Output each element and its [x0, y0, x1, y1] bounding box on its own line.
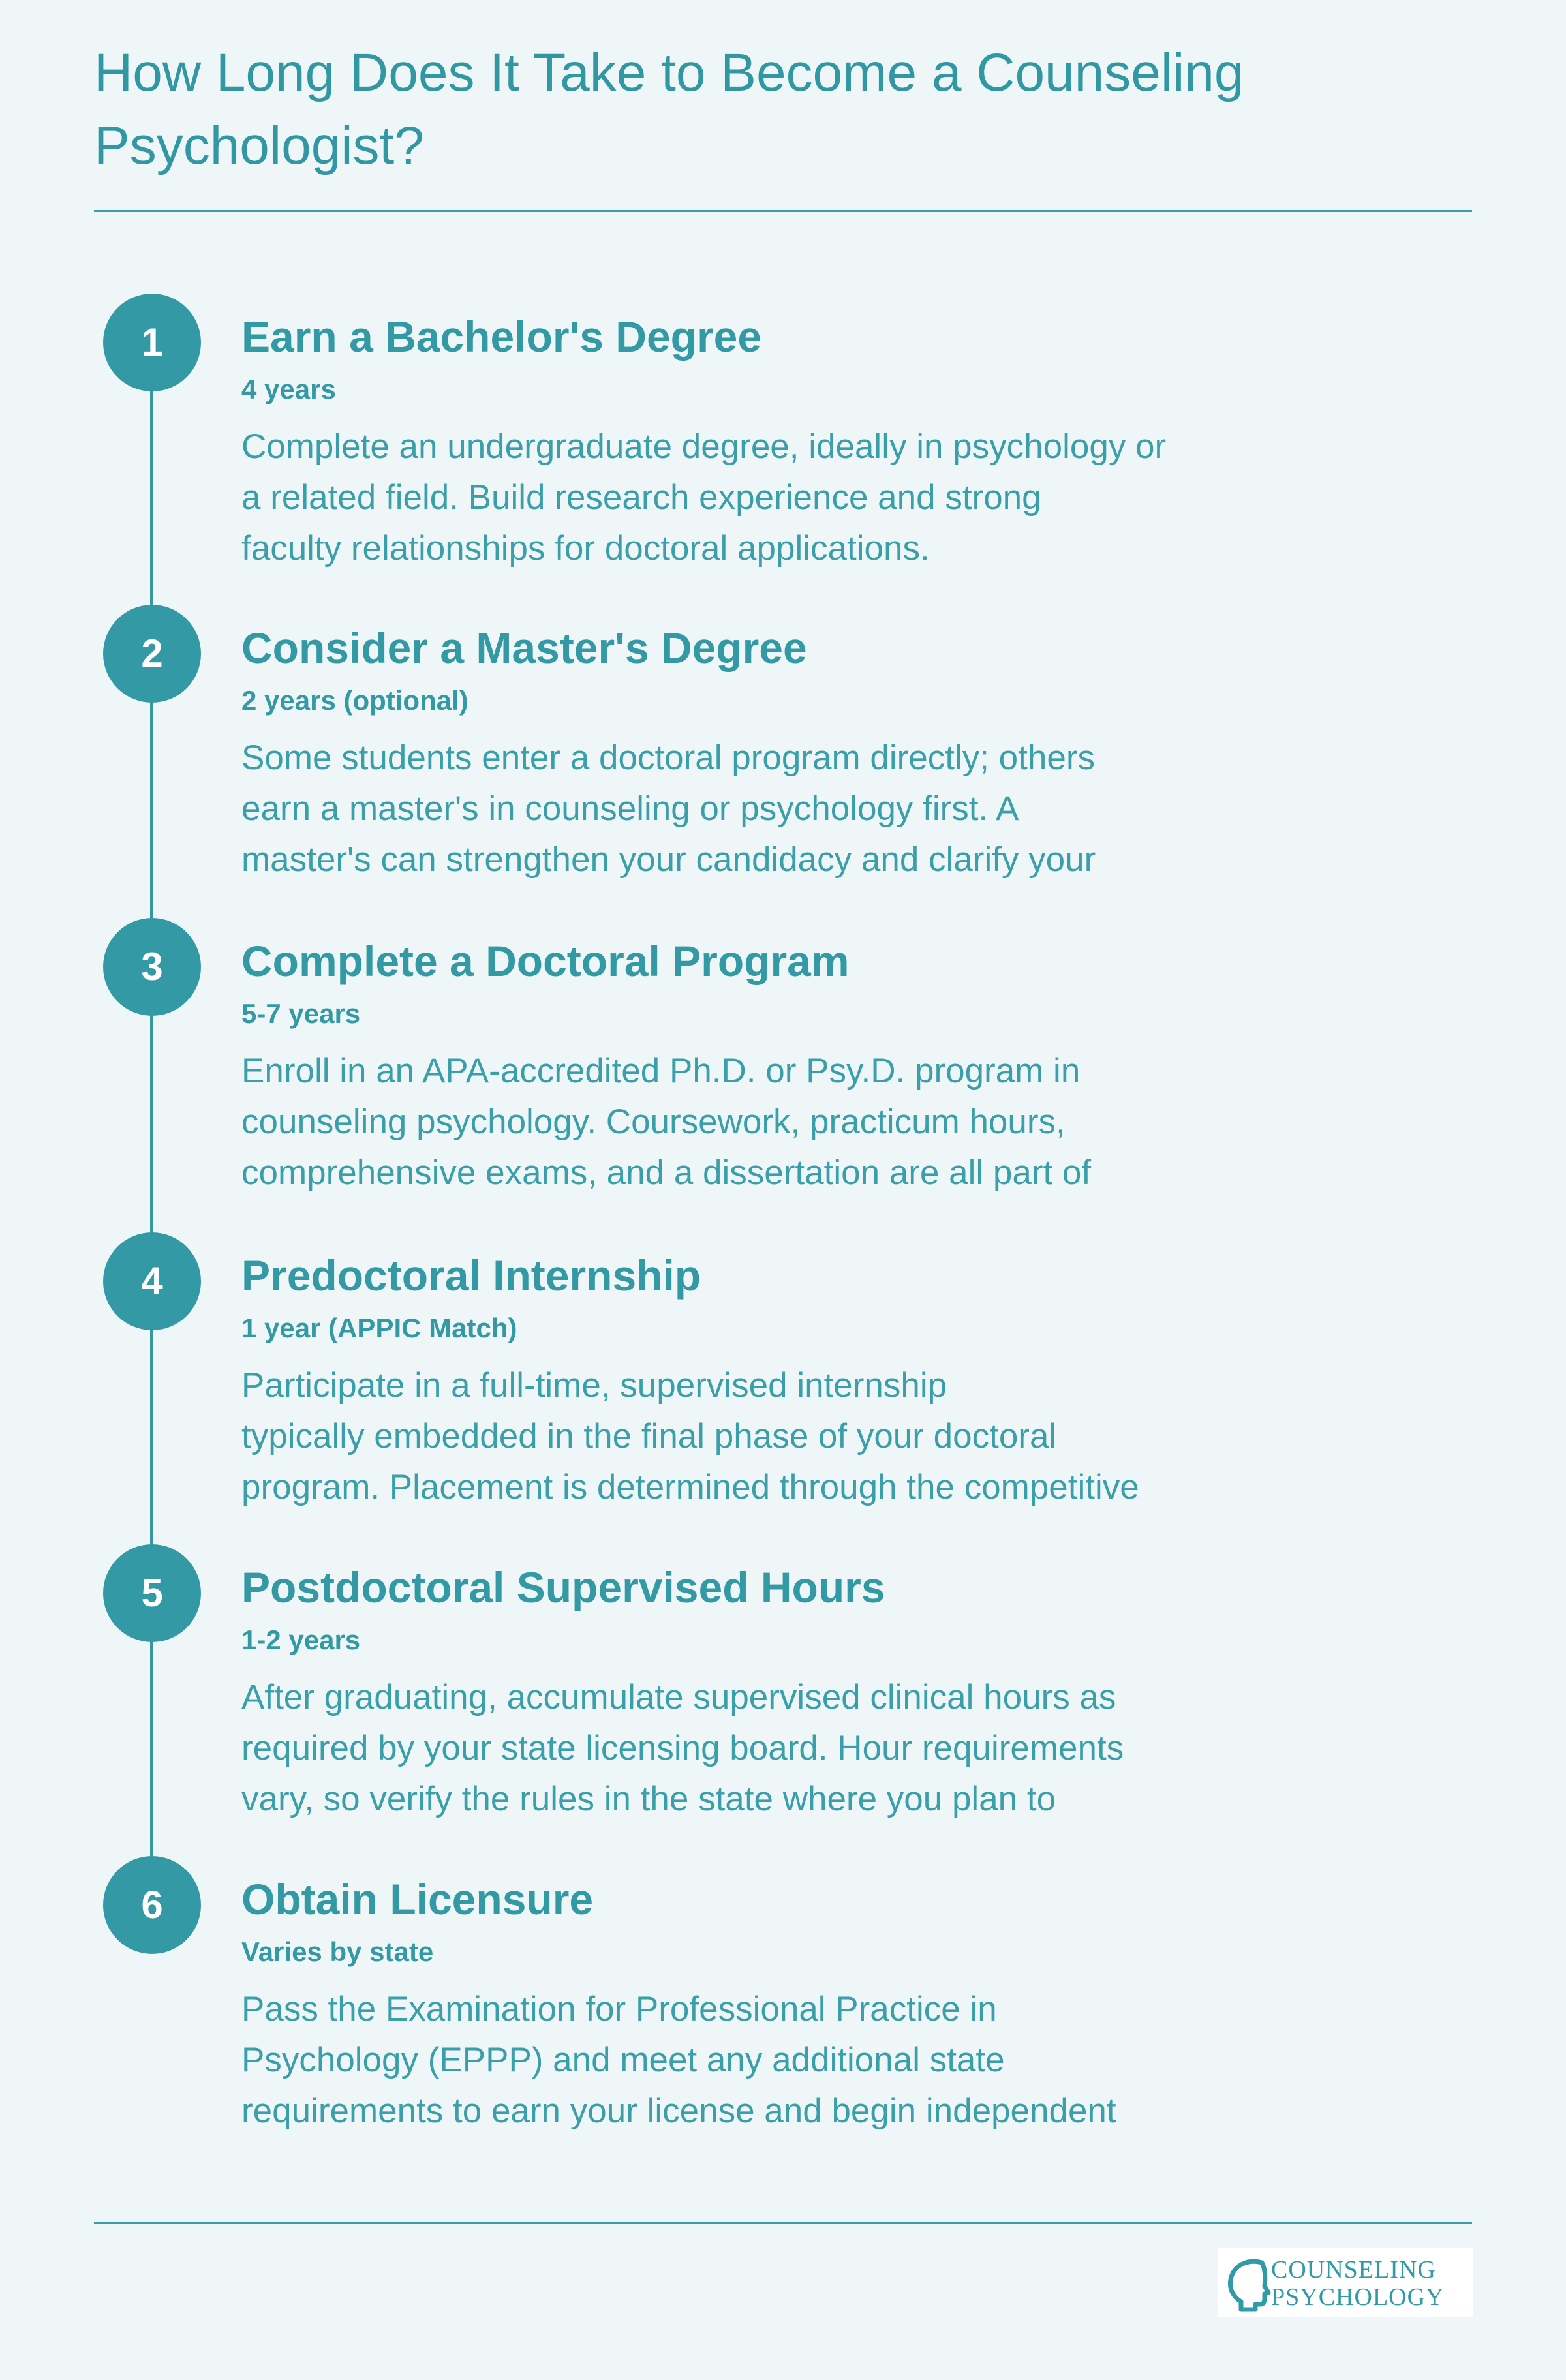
step-number-badge: 4 [103, 1232, 201, 1330]
step-description [241, 1046, 1259, 1198]
step-number-badge: 6 [103, 1856, 201, 1954]
step-description [241, 421, 1259, 574]
timeline-step-1 [0, 294, 1566, 607]
step-duration: Varies by state [241, 1936, 434, 1967]
step-number-badge: 3 [103, 918, 201, 1016]
page-title-line-1: How Long Does It Take to Become a Counseling [94, 43, 1244, 102]
step-description-line: Complete an undergraduate degree, ideally in psychology or [241, 427, 1167, 466]
step-number-badge: 1 [103, 294, 201, 391]
step-description-line: After graduating, accumulate supervised clinical hours as [241, 1678, 1116, 1716]
step-duration: 1-2 years [241, 1625, 361, 1655]
logo-text-counseling: COUNSELING [1271, 2256, 1436, 2283]
step-description-line: requirements to earn your license and begin independent [241, 2092, 1116, 2130]
step-description-line: vary, so verify the rules in the state where you plan to [241, 1780, 1056, 1818]
bottom-divider [94, 2222, 1472, 2224]
step-description-line: Participate in a full-time, supervised internship [241, 1366, 947, 1405]
step-description-line: earn a master's in counseling or psychology first. A [241, 789, 1019, 828]
page-title-line-2: Psychologist? [94, 116, 424, 175]
step-duration: 4 years [241, 374, 336, 404]
timeline-step-2 [0, 605, 1566, 918]
step-description-line: counseling psychology. Coursework, practicum hours, [241, 1103, 1066, 1141]
step-description-line: master's can strengthen your candidacy and clarify your [241, 840, 1096, 879]
step-description-line: program. Placement is determined through the competitive [241, 1468, 1139, 1506]
step-title: Complete a Doctoral Program [241, 937, 850, 985]
step-duration: 1 year (APPIC Match) [241, 1313, 517, 1343]
step-description [241, 733, 1259, 885]
step-duration: 2 years (optional) [241, 685, 468, 716]
timeline-step-5 [0, 1544, 1566, 1857]
step-title: Predoctoral Internship [241, 1251, 701, 1300]
step-description [241, 1672, 1259, 1825]
step-description-line: a related field. Build research experience and strong [241, 478, 1041, 517]
step-title: Obtain Licensure [241, 1875, 594, 1923]
step-description-line: comprehensive exams, and a dissertation are all part of [241, 1153, 1092, 1192]
step-description [241, 1984, 1259, 2137]
step-number-badge: 5 [103, 1544, 201, 1642]
step-description-line: Psychology (EPPP) and meet any additional state [241, 2041, 1005, 2079]
step-description-line: Pass the Examination for Professional Practice in [241, 1990, 997, 2028]
step-title: Postdoctoral Supervised Hours [241, 1563, 885, 1611]
step-duration: 5-7 years [241, 998, 361, 1029]
step-description-line: faculty relationships for doctoral applications. [241, 529, 930, 568]
step-number-badge: 2 [103, 605, 201, 703]
step-description-line: typically embedded in the final phase of your doctoral [241, 1417, 1057, 1456]
timeline-step-3 [0, 918, 1566, 1231]
counseling-psychology-logo [1218, 2248, 1473, 2317]
step-description [241, 1360, 1259, 1513]
step-description-line: required by your state licensing board. Hour requirements [241, 1729, 1124, 1767]
step-description-line: Enroll in an APA-accredited Ph.D. or Psy.D. program in [241, 1052, 1081, 1090]
timeline-step-4 [0, 1232, 1566, 1546]
step-description-line: Some students enter a doctoral program directly; others [241, 739, 1095, 777]
timeline-step-6 [0, 1856, 1566, 2169]
step-title: Consider a Master's Degree [241, 624, 807, 672]
step-title: Earn a Bachelor's Degree [241, 313, 762, 361]
logo-text-psychology: PSYCHOLOGY [1271, 2283, 1445, 2311]
